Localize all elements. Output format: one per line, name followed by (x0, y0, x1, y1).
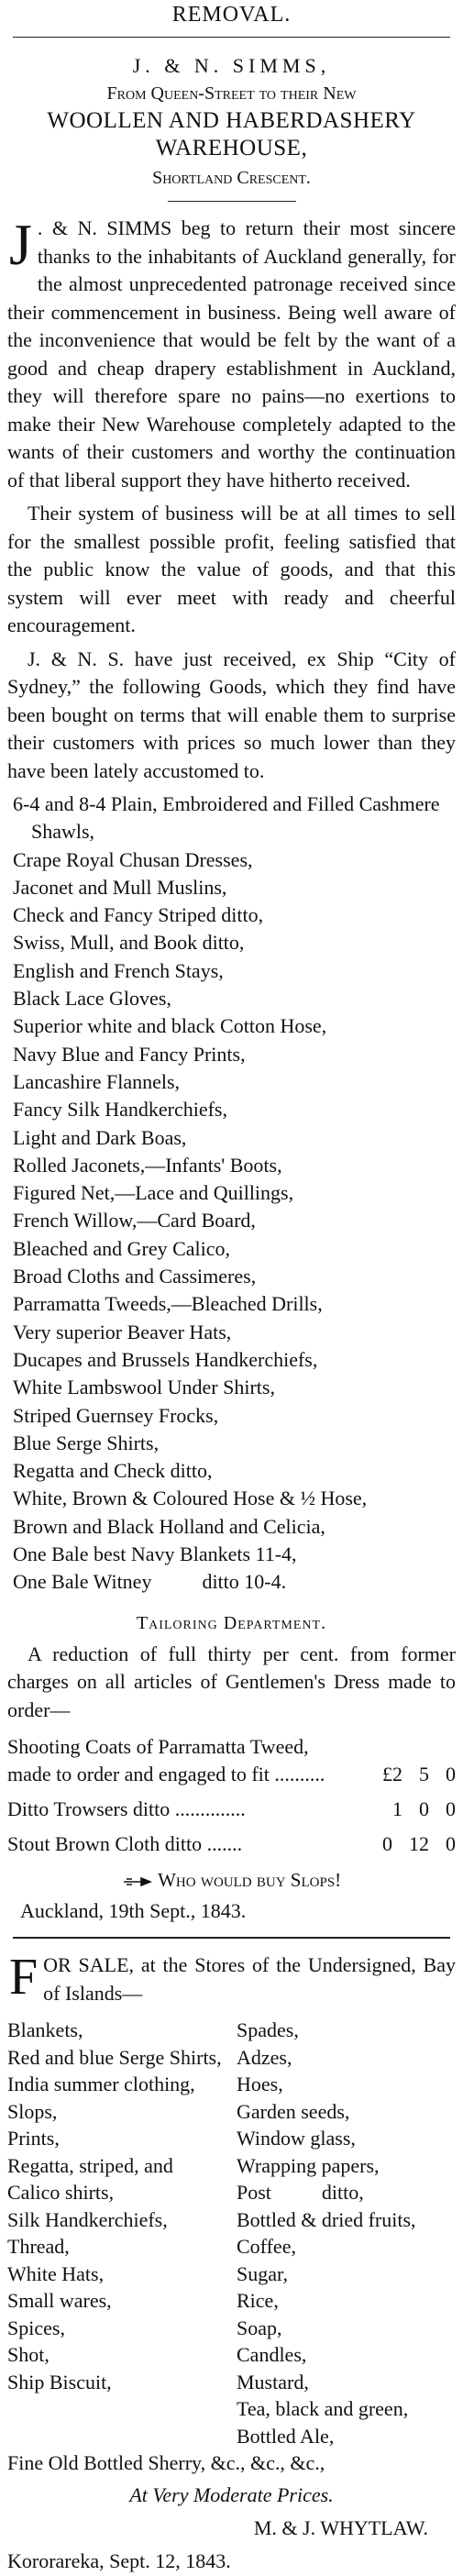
list-item: Bleached and Grey Calico, (13, 1236, 231, 1260)
shillings: 0 (419, 1797, 429, 1821)
slogan-text: Who would buy Slops! (158, 1869, 342, 1892)
pointing-hand-icon (122, 1867, 153, 1896)
price-description: Shooting Coats of Parramatta Tweed, made to order and engaged to fit .......... (7, 1735, 325, 1786)
intro-text: . & N. SIMMS beg to return their most sincere thanks to the inhabitants of Auckland generally, for the almost unprecedented patronage received since their commencement in business. Being well aware of the inconvenience that would be felt by the want of a good and cheap drapery establishment in Auckland, they will therefore spare no pains—no exertions to make their New Warehouse completely adapted to the wants of their customers and worthy the continuation of that liberal support they have hitherto received. (7, 216, 456, 492)
removal-heading: REMOVAL. (171, 3, 292, 27)
list-item: Striped Guernsey Frocks, (13, 1403, 219, 1427)
list-item: Red and blue Serge Shirts, (7, 2045, 222, 2069)
list-item: Wrapping papers, (237, 2153, 380, 2177)
left-item-column (7, 2017, 237, 2449)
pounds: 0 (382, 1832, 392, 1856)
pounds: 1 (392, 1797, 402, 1821)
list-item: Swiss, Mull, and Book ditto, (13, 931, 245, 955)
list-item: Coffee, (237, 2235, 296, 2259)
list-item: Sugar, (237, 2261, 288, 2285)
from-line: From Queen-Street to their New (106, 83, 357, 104)
list-item: One Bale best Navy Blankets 11-4, (13, 1542, 297, 1566)
for-sale-intro (7, 1951, 456, 2007)
right-item-column (237, 2017, 456, 2449)
list-item: Regatta, striped, and (7, 2153, 173, 2177)
list-item: Regatta and Check ditto, (13, 1459, 213, 1483)
list-item: Hoes, (237, 2073, 283, 2096)
pence: 0 (446, 1832, 456, 1856)
tailoring-paragraph: A reduction of full thirty per cent. from former charges on all articles of Gentlemen's Dress made to order— (7, 1642, 456, 1721)
list-item: French Willow,—Card Board, (13, 1209, 256, 1233)
list-item: Window glass, (237, 2127, 356, 2150)
removal-advertisement (7, 0, 456, 1926)
drop-cap-f: F (9, 1949, 39, 2007)
price-row (7, 1830, 456, 1858)
list-item: Tea, black and green, (237, 2397, 409, 2421)
list-item: Soap, (237, 2316, 282, 2339)
list-item: Jaconet and Mull Muslins, (13, 875, 227, 899)
section-divider (13, 1937, 450, 1939)
short-divider (168, 201, 296, 202)
list-item: Candles, (237, 2343, 307, 2367)
list-item: White, Brown & Coloured Hose & ½ Hose, (13, 1487, 368, 1510)
auckland-dateline: Auckland, 19th Sept., 1843. (20, 1899, 247, 1923)
for-sale-text: OR SALE, at the Stores of the Undersigned, Bay of Islands— (43, 1953, 456, 2005)
list-item: Garden seeds, (237, 2099, 350, 2123)
list-item: Light and Dark Boas, (13, 1125, 187, 1149)
signature: M. & J. WHYTLAW. (253, 2516, 428, 2540)
list-item: Spades, (237, 2018, 299, 2042)
list-item: Post ditto, (237, 2181, 364, 2205)
list-item: Blankets, (7, 2018, 83, 2042)
list-item: Slops, (7, 2099, 58, 2123)
price-amount (336, 1830, 456, 1858)
list-item: Ship Biscuit, (7, 2370, 112, 2394)
price-description: Stout Brown Cloth ditto ....... (7, 1832, 243, 1856)
tailoring-heading: Tailoring Department. (136, 1612, 327, 1633)
pence: 0 (446, 1763, 456, 1786)
list-item: Check and Fancy Striped ditto, (13, 903, 264, 927)
list-item: Ducapes and Brussels Handkerchiefs, (13, 1347, 318, 1371)
list-item: Silk Handkerchiefs, (7, 2207, 168, 2231)
list-item: Spices, (7, 2316, 65, 2339)
list-item: Figured Net,—Lace and Quillings, (13, 1181, 294, 1205)
price-table (7, 1733, 456, 1858)
divider (13, 37, 450, 38)
list-item: Shot, (7, 2343, 50, 2367)
list-item: Lancashire Flannels, (13, 1069, 181, 1093)
location-line: Shortland Crescent. (152, 168, 311, 188)
list-item: Rolled Jaconets,—Infants' Boots, (13, 1153, 282, 1177)
list-item: Broad Cloths and Cassimeres, (13, 1265, 257, 1288)
list-item: English and French Stays, (13, 958, 224, 982)
list-item: Very superior Beaver Hats, (13, 1320, 232, 1343)
warehouse-title-line1: WOOLLEN AND HABERDASHERY (47, 108, 416, 133)
list-item: White Hats, (7, 2261, 105, 2285)
list-item: Mustard, (237, 2370, 309, 2394)
list-item: Black Lace Gloves, (13, 987, 171, 1011)
pounds: £2 (382, 1763, 402, 1786)
warehouse-title-line2: WAREHOUSE, (155, 136, 308, 160)
list-item: Thread, (7, 2235, 70, 2259)
list-item: 6-4 and 8-4 Plain, Embroidered and Filled Cashmere Shawls, (13, 792, 440, 844)
list-item: India summer clothing, (7, 2073, 195, 2096)
list-item: Fancy Silk Handkerchiefs, (13, 1098, 227, 1122)
price-description: Ditto Trowsers ditto .............. (7, 1797, 246, 1821)
goods-received-paragraph: J. & N. S. have just received, ex Ship “City of Sydney,” the following Goods, which they find have been bought on terms that will enable them to surprise their customers with prices so much lower than they have been lately accustomed to. (7, 647, 456, 782)
drop-cap-j: J (9, 212, 32, 277)
price-row (7, 1796, 456, 1823)
list-item: One Bale Witney ditto 10-4. (13, 1570, 287, 1594)
intro-paragraph (7, 212, 456, 494)
firm-name: J. & N. SIMMS, (132, 54, 331, 77)
prices-note: At Very Moderate Prices. (129, 2483, 334, 2507)
list-item: Bottled Ale, (237, 2424, 335, 2448)
list-item: Navy Blue and Fancy Prints, (13, 1042, 246, 1066)
list-item: Calico shirts, (7, 2181, 115, 2205)
list-item: Adzes, (237, 2045, 292, 2069)
list-item: Crape Royal Chusan Dresses, (13, 847, 253, 871)
price-row (7, 1733, 456, 1788)
shillings: 5 (419, 1763, 429, 1786)
slogan-line (7, 1865, 456, 1896)
list-item: Brown and Black Holland and Celicia, (13, 1514, 325, 1538)
list-item: Superior white and black Cotton Hose, (13, 1014, 327, 1038)
final-item: Fine Old Bottled Sherry, &c., &c., &c., (7, 2451, 325, 2475)
kororareka-dateline: Kororareka, Sept. 12, 1843. (7, 2549, 231, 2573)
list-item: Bottled & dried fruits, (237, 2207, 416, 2231)
for-sale-advertisement (7, 1951, 456, 2576)
price-amount (336, 1796, 456, 1823)
list-item: Rice, (237, 2289, 279, 2313)
list-item: White Lambswool Under Shirts, (13, 1376, 275, 1399)
list-item: Blue Serge Shirts, (13, 1431, 160, 1454)
shillings: 12 (409, 1832, 429, 1856)
for-sale-items (7, 2017, 456, 2449)
list-item: Prints, (7, 2127, 60, 2150)
business-paragraph: Their system of business will be at all times to sell for the smallest possible profit, feeling satisfied that the public know the value of goods, and that this system will ever meet with ready and cheerful encouragement. (7, 502, 456, 636)
list-item: Parramatta Tweeds,—Bleached Drills, (13, 1292, 323, 1316)
list-item: Small wares, (7, 2289, 112, 2313)
price-amount (336, 1761, 456, 1788)
goods-list (7, 790, 456, 1597)
pence: 0 (446, 1797, 456, 1821)
